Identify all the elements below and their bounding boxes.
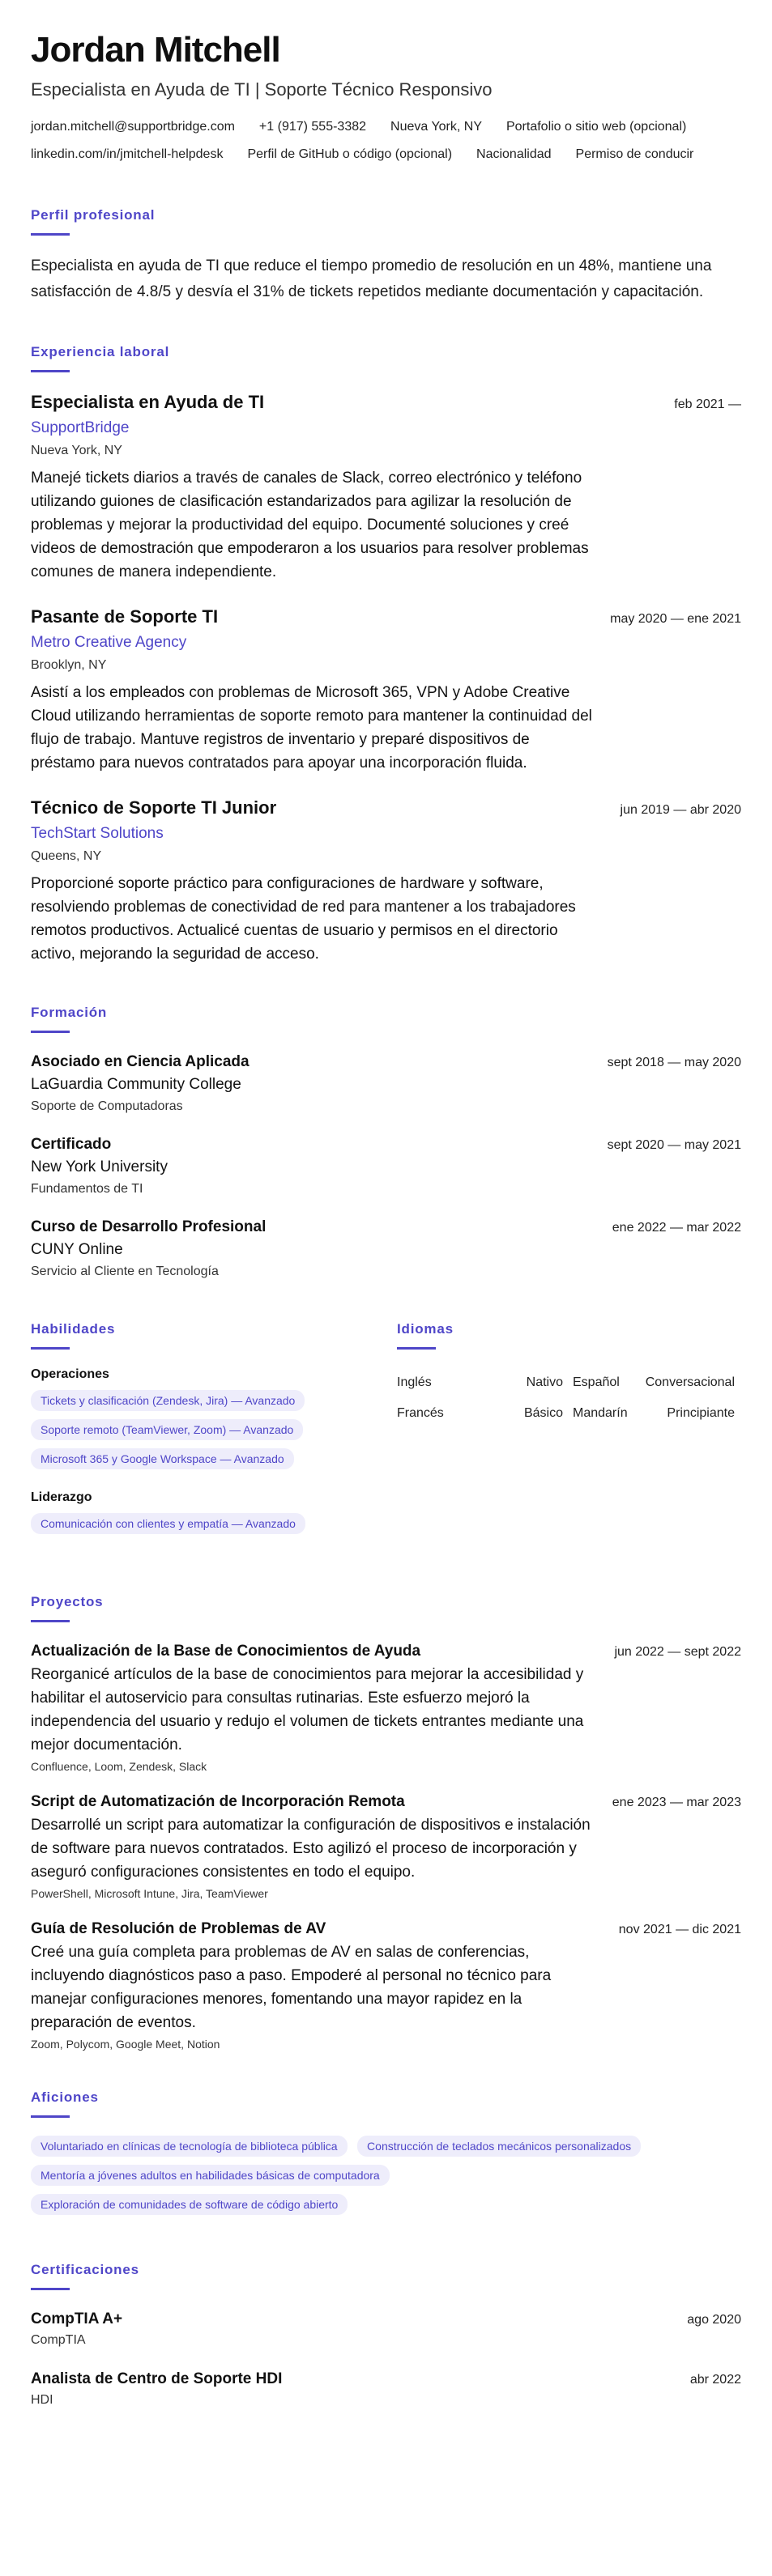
languages-section xyxy=(397,1321,741,1555)
skill-tag: Microsoft 365 y Google Workspace — Avanzado xyxy=(31,1448,294,1469)
skill-tag: Tickets y clasificación (Zendesk, Jira) — Avanzado xyxy=(31,1390,305,1411)
certification-name: CompTIA A+ xyxy=(31,2310,123,2327)
education-entry xyxy=(31,1051,741,1117)
section-divider xyxy=(31,370,70,372)
language-name: Mandarín xyxy=(573,1406,628,1420)
job-company: TechStart Solutions xyxy=(31,825,164,842)
education-section xyxy=(31,1005,741,1282)
project-entry xyxy=(31,1640,741,1773)
education-field: Fundamentos de TI xyxy=(31,1182,143,1196)
education-degree: Curso de Desarrollo Profesional xyxy=(31,1218,267,1235)
certification-date: abr 2022 xyxy=(689,2373,741,2387)
project-date: nov 2021 — dic 2021 xyxy=(618,1923,741,1936)
hobby-tag: Voluntariado en clínicas de tecnología de biblioteca pública xyxy=(31,2136,348,2157)
job-title: Especialista en Ayuda de TI xyxy=(31,392,265,412)
skill-tags xyxy=(31,1390,397,1477)
section-divider xyxy=(31,1347,70,1350)
job-description: Proporcioné soporte práctico para configuraciones de hardware y software, resolviendo problemas de conectividad de red para mantener a los trabajadores remotos productivos. Actualicé cuentas de usuario y permisos en el directorio activo, mejorando la seguridad de acceso. xyxy=(31,875,576,963)
person-name: Jordan Mitchell xyxy=(31,30,280,70)
section-title: Experiencia laboral xyxy=(31,344,170,359)
job-company: SupportBridge xyxy=(31,419,130,436)
contact-list xyxy=(31,113,744,168)
project-description: Creé una guía completa para problemas de AV en salas de conferencias, incluyendo diagnósticos paso a paso. Empoderé al personal no técnico para manejar configuraciones menores, fomentando una mayor rapidez en la preparación de eventos. xyxy=(31,1944,552,2031)
skill-group-name: Operaciones xyxy=(31,1367,109,1381)
certification-issuer: CompTIA xyxy=(31,2333,86,2347)
project-date: ene 2023 — mar 2023 xyxy=(612,1796,741,1809)
section-title: Aficiones xyxy=(31,2089,99,2105)
section-title: Formación xyxy=(31,1005,108,1020)
education-degree: Certificado xyxy=(31,1136,112,1153)
education-entry xyxy=(31,1216,741,1282)
language-level: Conversacional xyxy=(645,1375,735,1389)
summary-section xyxy=(31,207,741,305)
language-name: Español xyxy=(573,1375,620,1389)
section-title: Proyectos xyxy=(31,1594,104,1609)
contact-portfolio[interactable]: Portafolio o sitio web (opcional) xyxy=(505,120,687,134)
job-date: jun 2019 — abr 2020 xyxy=(620,803,741,817)
contact-driving-license: Permiso de conducir xyxy=(575,147,694,161)
skill-tag: Comunicación con clientes y empatía — Avanzado xyxy=(31,1513,305,1534)
hobbies-section xyxy=(31,2089,741,2223)
section-divider xyxy=(31,2288,70,2290)
certification-issuer: HDI xyxy=(31,2393,53,2407)
job-date: feb 2021 — xyxy=(674,397,741,411)
language-name: Inglés xyxy=(397,1375,432,1389)
certifications-section xyxy=(31,2262,741,2410)
projects-section xyxy=(31,1594,741,2051)
hobby-tags xyxy=(31,2136,741,2223)
project-entry xyxy=(31,1791,741,1900)
skill-tags xyxy=(31,1513,397,1542)
project-description: Desarrollé un script para automatizar la configuración de dispositivos e instalación de software para nuevos contratados. Esto agilizó el proceso de incorporación y aseguró configuraciones consistentes en todo el equipo. xyxy=(31,1817,591,1881)
hobby-tag: Exploración de comunidades de software de código abierto xyxy=(31,2194,348,2215)
certification-name: Analista de Centro de Soporte HDI xyxy=(31,2370,283,2387)
job-date: may 2020 — ene 2021 xyxy=(610,612,741,626)
certification-entry xyxy=(31,2368,741,2410)
education-school: CUNY Online xyxy=(31,1241,123,1258)
contact-github[interactable]: Perfil de GitHub o código (opcional) xyxy=(247,147,453,161)
job-title: Pasante de Soporte TI xyxy=(31,606,219,627)
education-date: sept 2018 — may 2020 xyxy=(607,1056,741,1069)
job-location: Brooklyn, NY xyxy=(31,658,107,672)
project-entry xyxy=(31,1918,741,2051)
section-divider xyxy=(31,1031,70,1033)
education-date: ene 2022 — mar 2022 xyxy=(612,1221,741,1235)
section-divider xyxy=(397,1347,436,1350)
education-degree: Asociado en Ciencia Aplicada xyxy=(31,1053,250,1070)
job-location: Queens, NY xyxy=(31,849,102,863)
project-title: Script de Automatización de Incorporación Remota xyxy=(31,1793,405,1810)
job-entry xyxy=(31,390,741,584)
job-description: Asistí a los empleados con problemas de Microsoft 365, VPN y Adobe Creative Cloud utilizando herramientas de soporte remoto para mantener la continuidad del flujo de trabajo. Mantuve registros de inventario y preparé dispositivos de préstamo para nuevos contratados para apoyar una incorporación fluida. xyxy=(31,684,592,772)
hobby-tag: Mentoría a jóvenes adultos en habilidades básicas de computadora xyxy=(31,2165,390,2186)
education-field: Servicio al Cliente en Tecnología xyxy=(31,1265,219,1278)
headline: Especialista en Ayuda de TI | Soporte Técnico Responsivo xyxy=(31,79,493,100)
section-title: Idiomas xyxy=(397,1321,454,1337)
section-title: Habilidades xyxy=(31,1321,116,1337)
section-divider xyxy=(31,2115,70,2118)
certification-date: ago 2020 xyxy=(687,2313,741,2327)
resume-header xyxy=(31,29,741,168)
skill-tag: Soporte remoto (TeamViewer, Zoom) — Avanzado xyxy=(31,1419,303,1440)
job-location: Nueva York, NY xyxy=(31,444,122,457)
project-tech: Zoom, Polycom, Google Meet, Notion xyxy=(31,2038,220,2051)
skill-group-name: Liderazgo xyxy=(31,1490,92,1504)
contact-nationality: Nacionalidad xyxy=(476,147,552,161)
project-title: Guía de Resolución de Problemas de AV xyxy=(31,1920,326,1937)
job-entry xyxy=(31,796,741,966)
education-date: sept 2020 — may 2021 xyxy=(607,1138,741,1152)
contact-phone[interactable]: +1 (917) 555-3382 xyxy=(258,120,367,134)
contact-linkedin[interactable]: linkedin.com/in/jmitchell-helpdesk xyxy=(31,147,224,161)
project-title: Actualización de la Base de Conocimientos de Ayuda xyxy=(31,1643,421,1660)
language-row xyxy=(397,1367,741,1398)
project-date: jun 2022 — sept 2022 xyxy=(614,1645,741,1659)
education-field: Soporte de Computadoras xyxy=(31,1099,183,1113)
contact-email[interactable]: jordan.mitchell@supportbridge.com xyxy=(31,120,235,134)
hobby-tag: Construcción de teclados mecánicos personalizados xyxy=(357,2136,641,2157)
language-level: Básico xyxy=(523,1406,563,1420)
project-tech: PowerShell, Microsoft Intune, Jira, TeamViewer xyxy=(31,1887,268,1900)
skills-section xyxy=(31,1321,397,1555)
project-tech: Confluence, Loom, Zendesk, Slack xyxy=(31,1760,207,1773)
job-title: Técnico de Soporte TI Junior xyxy=(31,797,277,818)
certification-entry xyxy=(31,2308,741,2350)
language-row xyxy=(397,1398,741,1429)
education-school: LaGuardia Community College xyxy=(31,1076,241,1093)
section-title: Certificaciones xyxy=(31,2262,139,2277)
summary-text: Especialista en ayuda de TI que reduce el tiempo promedio de resolución en un 48%, mantiene una satisfacción de 4.8/5 y desvía el 31% de tickets repetidos mediante documentación y capacitación. xyxy=(31,257,712,300)
job-entry xyxy=(31,605,741,775)
contact-location: Nueva York, NY xyxy=(390,120,482,134)
job-company: Metro Creative Agency xyxy=(31,634,187,651)
skills-languages-row xyxy=(31,1321,741,1555)
section-title: Perfil profesional xyxy=(31,207,156,223)
education-school: New York University xyxy=(31,1158,168,1175)
section-divider xyxy=(31,233,70,236)
education-entry xyxy=(31,1133,741,1200)
experience-section xyxy=(31,344,741,966)
job-description: Manejé tickets diarios a través de canales de Slack, correo electrónico y teléfono utilizando guiones de clasificación estandarizados para agilizar la resolución de problemas y mejorar la productividad del equipo. Documenté soluciones y creé videos de demostración que empoderaron a los usuarios para resolver problemas comunes de manera independiente. xyxy=(31,470,589,580)
language-level: Principiante xyxy=(667,1406,735,1420)
language-name: Francés xyxy=(397,1406,444,1420)
language-level: Nativo xyxy=(526,1375,563,1389)
section-divider xyxy=(31,1620,70,1622)
project-description: Reorganicé artículos de la base de conocimientos para mejorar la accesibilidad y habilitar el autoservicio para consultas rutinarias. Este esfuerzo mejoró la independencia del usuario y redujo el volumen de tickets entrantes mediante una mejor documentación. xyxy=(31,1666,584,1753)
